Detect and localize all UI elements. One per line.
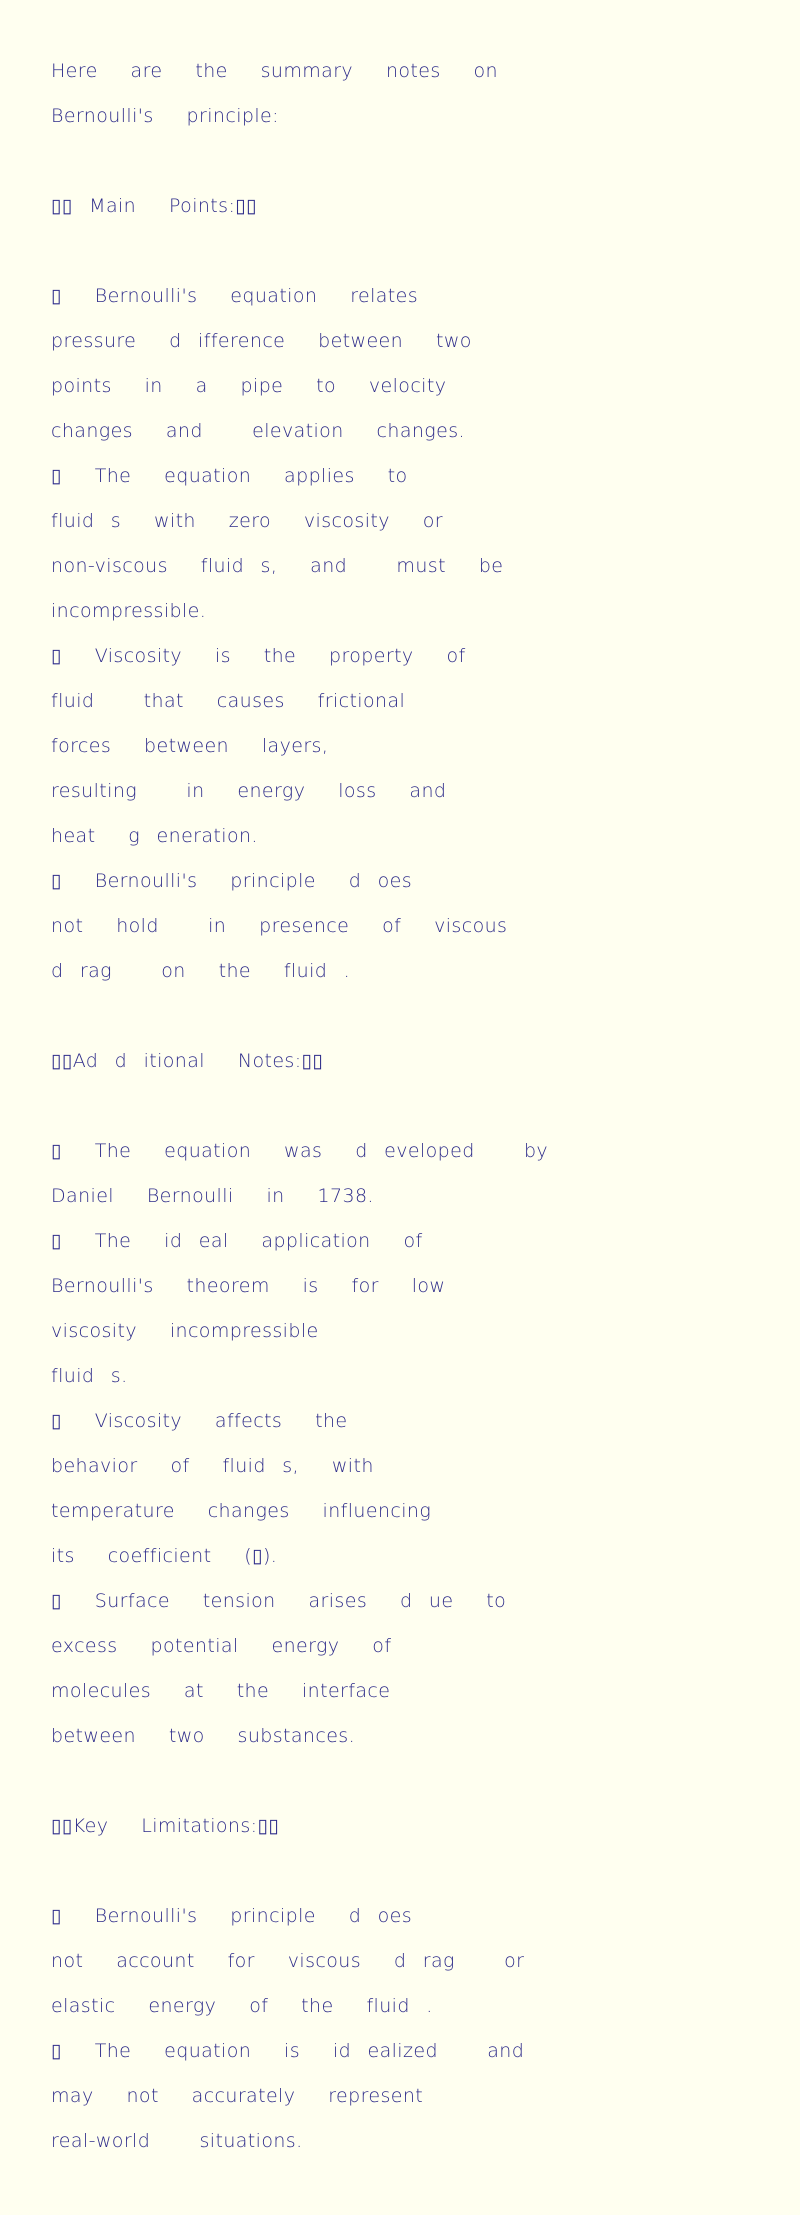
key-limitations-line: may not accurately represent — [51, 2085, 424, 2107]
main-points-line: not hold in presence of viscous — [51, 915, 508, 937]
spacer — [51, 1084, 800, 1129]
main-points-line: ▯ Bernoulli's equation relates — [51, 285, 419, 307]
main-points-line: d rag on the fluid . — [51, 960, 351, 982]
main-points-line: non-viscous fluid s, and must be — [51, 555, 504, 577]
additional-notes-line: Bernoulli's theorem is for low — [51, 1275, 446, 1297]
additional-notes-line: excess potential energy of — [51, 1635, 392, 1657]
additional-notes-line: ▯ Viscosity affects the — [51, 1410, 348, 1432]
spacer — [51, 139, 800, 184]
additional-notes-line: temperature changes influencing — [51, 1500, 432, 1522]
additional-notes-line: its coefficient (▯). — [51, 1545, 278, 1567]
main-points-line: fluid that causes frictional — [51, 690, 406, 712]
main-points-line: pressure d ifference between two — [51, 330, 472, 352]
main-points-line: forces between layers, — [51, 735, 329, 757]
key-limitations-line: ▯ Bernoulli's principle d oes — [51, 1905, 413, 1927]
spacer — [51, 994, 800, 1039]
spacer — [51, 229, 800, 274]
additional-notes-line: ▯ The equation was d eveloped by — [51, 1140, 549, 1162]
additional-notes-line: behavior of fluid s, with — [51, 1455, 374, 1477]
additional-notes-line: Daniel Bernoulli in 1738. — [51, 1185, 374, 1207]
intro-line: Bernoulli's principle: — [51, 105, 279, 127]
key-limitations-heading: ▯▯Key Limitations:▯▯ — [51, 1815, 280, 1837]
additional-notes-line: viscosity incompressible — [51, 1320, 319, 1342]
main-points-line: ▯ The equation applies to — [51, 465, 408, 487]
additional-notes-line: between two substances. — [51, 1725, 356, 1747]
additional-notes-line: ▯ Surface tension arises d ue to — [51, 1590, 507, 1612]
key-limitations-line: not account for viscous d rag or — [51, 1950, 525, 1972]
key-limitations-line: elastic energy of the fluid . — [51, 1995, 433, 2017]
intro-line: Here are the summary notes on — [51, 60, 498, 82]
main-points-line: ▯ Viscosity is the property of — [51, 645, 466, 667]
main-points-line: heat g eneration. — [51, 825, 258, 847]
key-limitations-line: ▯ The equation is id ealized and — [51, 2040, 525, 2062]
main-points-line: changes and elevation changes. — [51, 420, 465, 442]
additional-notes-line: ▯ The id eal application of — [51, 1230, 423, 1252]
main-points-line: resulting in energy loss and — [51, 780, 447, 802]
additional-notes-line: molecules at the interface — [51, 1680, 391, 1702]
additional-notes-heading: ▯▯Ad d itional Notes:▯▯ — [51, 1050, 324, 1072]
spacer — [51, 1849, 800, 1894]
additional-notes-line: fluid s. — [51, 1365, 128, 1387]
main-points-line: fluid s with zero viscosity or — [51, 510, 443, 532]
key-limitations-line: real-world situations. — [51, 2130, 303, 2152]
main-points-line: ▯ Bernoulli's principle d oes — [51, 870, 413, 892]
main-points-line: incompressible. — [51, 600, 207, 622]
main-points-heading: ▯▯ Main Points:▯▯ — [51, 195, 257, 217]
main-points-line: points in a pipe to velocity — [51, 375, 447, 397]
spacer — [51, 1759, 800, 1804]
